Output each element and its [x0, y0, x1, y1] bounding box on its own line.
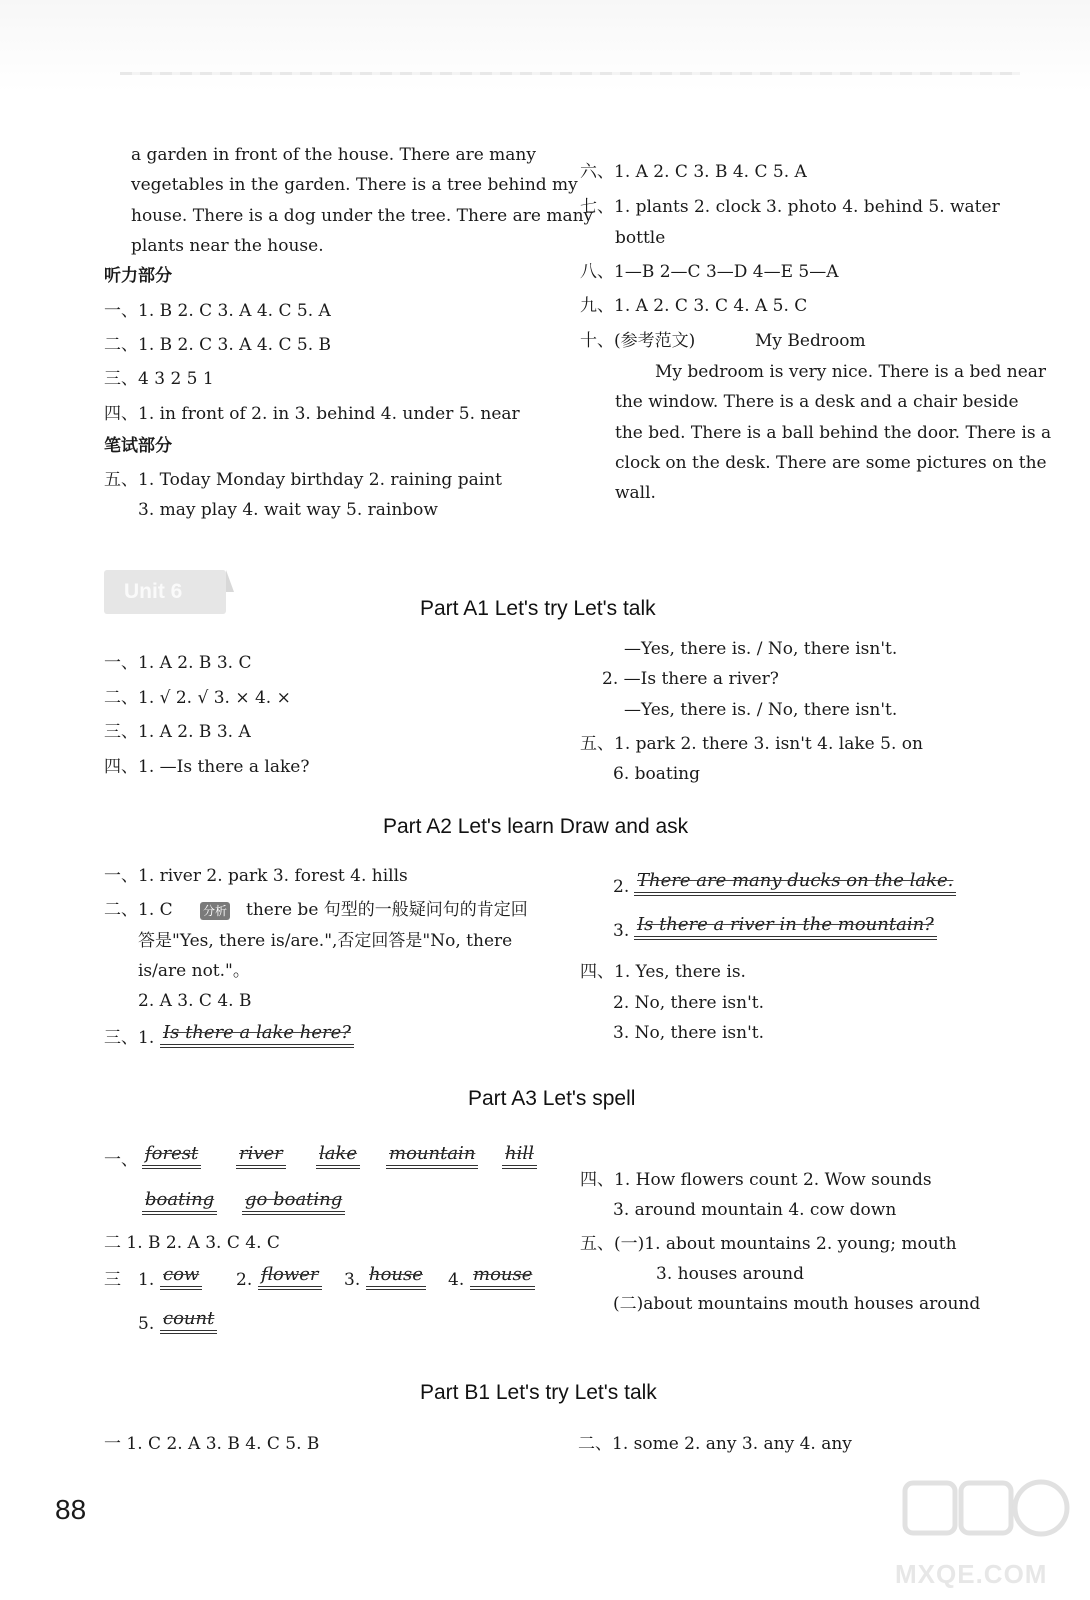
a1-q3: 三、1. A 2. B 3. A	[104, 722, 251, 742]
essay-line-3: house. There is a dog under the tree. There are many	[131, 206, 594, 226]
answer-q1: 一、1. B 2. C 3. A 4. C 5. A	[104, 301, 331, 321]
handwritten-word: flower	[258, 1264, 322, 1290]
a2-q2-note-2: 答是"Yes, there is/are.",否定回答是"No, there	[138, 931, 513, 951]
answer-q6: 六、1. A 2. C 3. B 4. C 5. A	[580, 162, 807, 182]
a1-q1: 一、1. A 2. B 3. C	[104, 653, 252, 673]
a3-q3-num-4: 4.	[448, 1270, 465, 1290]
handwritten-answer: Is there a river in the mountain?	[634, 914, 937, 940]
a3-word-3	[316, 1143, 360, 1164]
a2-r2-label: 2.	[613, 877, 630, 897]
essay-line-4: plants near the house.	[131, 236, 324, 256]
a3-q3-word-1	[160, 1264, 202, 1285]
answer-q8: 八、1—B 2—C 3—D 4—E 5—A	[580, 262, 839, 282]
answer-q9: 九、1. A 2. C 3. C 4. A 5. C	[580, 296, 808, 316]
listening-section-title: 听力部分	[104, 266, 172, 285]
essay-title: My Bedroom	[755, 331, 866, 351]
a1-q2: 二、1. √ 2. √ 3. × 4. ×	[104, 688, 291, 708]
analysis-badge-text: 分析	[200, 902, 230, 920]
a3-r4-line2: 3. around mountain 4. cow down	[613, 1200, 897, 1220]
a3-word-1	[142, 1143, 201, 1164]
a3-q3-word-4	[470, 1264, 535, 1285]
b1-q1: 一 1. C 2. A 3. B 4. C 5. B	[104, 1434, 320, 1454]
answer-q2: 二、1. B 2. C 3. A 4. C 5. B	[104, 335, 332, 355]
a1-r1: —Yes, there is. / No, there isn't.	[624, 639, 898, 659]
unit-label: Unit 6	[124, 580, 183, 603]
a2-q2-note-1: there be 句型的一般疑问句的肯定回	[246, 900, 528, 920]
handwritten-word: mountain	[386, 1143, 478, 1169]
a3-r5-line3: (二)about mountains mouth houses around	[613, 1294, 981, 1314]
answer-q5-line1: 五、1. Today Monday birthday 2. raining paint	[104, 470, 502, 490]
a3-q3-num-1: 1.	[138, 1270, 155, 1290]
handwritten-word: mouse	[470, 1264, 535, 1290]
a3-r4-line1: 四、1. How flowers count 2. Wow sounds	[580, 1170, 932, 1190]
watermark-logo	[895, 1475, 1075, 1595]
analysis-badge	[200, 900, 230, 920]
a3-q3-label: 三	[104, 1270, 121, 1290]
essay-line-1: a garden in front of the house. There are many	[131, 145, 536, 165]
a3-r5-line2: 3. houses around	[656, 1264, 804, 1284]
a3-r5-line1: 五、(一)1. about mountains 2. young; mouth	[580, 1234, 957, 1254]
handwritten-word: count	[160, 1308, 217, 1334]
a1-r5: 6. boating	[613, 764, 700, 784]
handwritten-word: boating	[142, 1189, 217, 1215]
a2-q1: 一、1. river 2. park 3. forest 4. hills	[104, 866, 408, 886]
a3-q3-word-3	[366, 1264, 426, 1285]
a2-q3-label: 三、1.	[104, 1028, 155, 1048]
a3-q3-num-5: 5.	[138, 1314, 155, 1334]
handwritten-word: hill	[502, 1143, 537, 1169]
a3-q3-num-2: 2.	[236, 1270, 253, 1290]
unit-tag	[104, 570, 226, 614]
bedroom-line-4: clock on the desk. There are some pictures on the	[615, 453, 1047, 473]
a2-r3-handwriting	[634, 914, 937, 935]
handwritten-word: river	[236, 1143, 286, 1169]
a2-r3-label: 3.	[613, 921, 630, 941]
essay-line-2: vegetables in the garden. There is a tree behind my	[131, 175, 578, 195]
a2-q2-note-3: is/are not."。	[138, 961, 250, 981]
bedroom-line-5: wall.	[615, 483, 656, 503]
a1-r4: 五、1. park 2. there 3. isn't 4. lake 5. on	[580, 734, 923, 754]
answer-q7-line1: 七、1. plants 2. clock 3. photo 4. behind 5. water	[580, 197, 1000, 217]
part-a3-heading: Part A3 Let's spell	[468, 1087, 636, 1110]
page-number: 88	[55, 1494, 87, 1525]
a2-q4-line1: 四、1. Yes, there is.	[580, 962, 746, 982]
handwritten-word: go boating	[242, 1189, 345, 1215]
handwritten-answer: There are many ducks on the lake.	[634, 870, 956, 896]
a3-q1-label: 一、	[104, 1150, 138, 1170]
a3-q3-num-3: 3.	[344, 1270, 361, 1290]
b1-q2: 二、1. some 2. any 3. any 4. any	[578, 1434, 852, 1454]
a2-r2-handwriting	[634, 870, 956, 891]
answer-q10-label: 十、(参考范文)	[580, 331, 696, 351]
handwritten-word: cow	[160, 1264, 202, 1290]
part-a1-heading: Part A1 Let's try Let's talk	[420, 597, 656, 620]
answer-q3: 三、4 3 2 5 1	[104, 369, 214, 389]
bedroom-line-1: My bedroom is very nice. There is a bed near	[655, 362, 1047, 382]
a1-r2: 2. —Is there a river?	[602, 669, 779, 689]
a2-q2-rest: 2. A 3. C 4. B	[138, 991, 252, 1011]
a3-word-2	[236, 1143, 286, 1164]
part-a2-heading: Part A2 Let's learn Draw and ask	[383, 815, 689, 838]
answer-q4: 四、1. in front of 2. in 3. behind 4. under 5. near	[104, 404, 520, 424]
handwritten-answer: Is there a lake here?	[160, 1022, 354, 1048]
bedroom-line-2: the window. There is a desk and a chair beside	[615, 392, 1019, 412]
a3-word-5	[502, 1143, 537, 1164]
a3-word-6	[142, 1189, 217, 1210]
a3-word-4	[386, 1143, 478, 1164]
a2-q4-line3: 3. No, there isn't.	[613, 1023, 764, 1043]
a2-q3-handwriting	[160, 1022, 354, 1043]
a3-q3-word-5	[160, 1308, 217, 1329]
a1-r3: —Yes, there is. / No, there isn't.	[624, 700, 898, 720]
handwritten-word: house	[366, 1264, 426, 1290]
a3-q3-word-2	[258, 1264, 322, 1285]
a1-q4: 四、1. —Is there a lake?	[104, 757, 310, 777]
page-header-band	[0, 0, 1090, 92]
a3-word-7	[242, 1189, 345, 1210]
a2-q2-label: 二、1. C	[104, 900, 173, 920]
a2-q4-line2: 2. No, there isn't.	[613, 993, 764, 1013]
header-rule	[120, 72, 1020, 75]
watermark-text: MXQE.COM	[895, 1559, 1048, 1589]
bedroom-line-3: the bed. There is a ball behind the door. There is a	[615, 423, 1052, 443]
handwritten-word: lake	[316, 1143, 360, 1169]
answer-q7-line2: bottle	[615, 228, 666, 248]
writing-section-title: 笔试部分	[104, 436, 172, 455]
answer-q5-line2: 3. may play 4. wait way 5. rainbow	[138, 500, 438, 520]
part-b1-heading: Part B1 Let's try Let's talk	[420, 1381, 657, 1404]
handwritten-word: forest	[142, 1143, 201, 1169]
watermark-glyph-icon	[895, 1475, 1075, 1555]
a3-q2: 二 1. B 2. A 3. C 4. C	[104, 1233, 280, 1253]
